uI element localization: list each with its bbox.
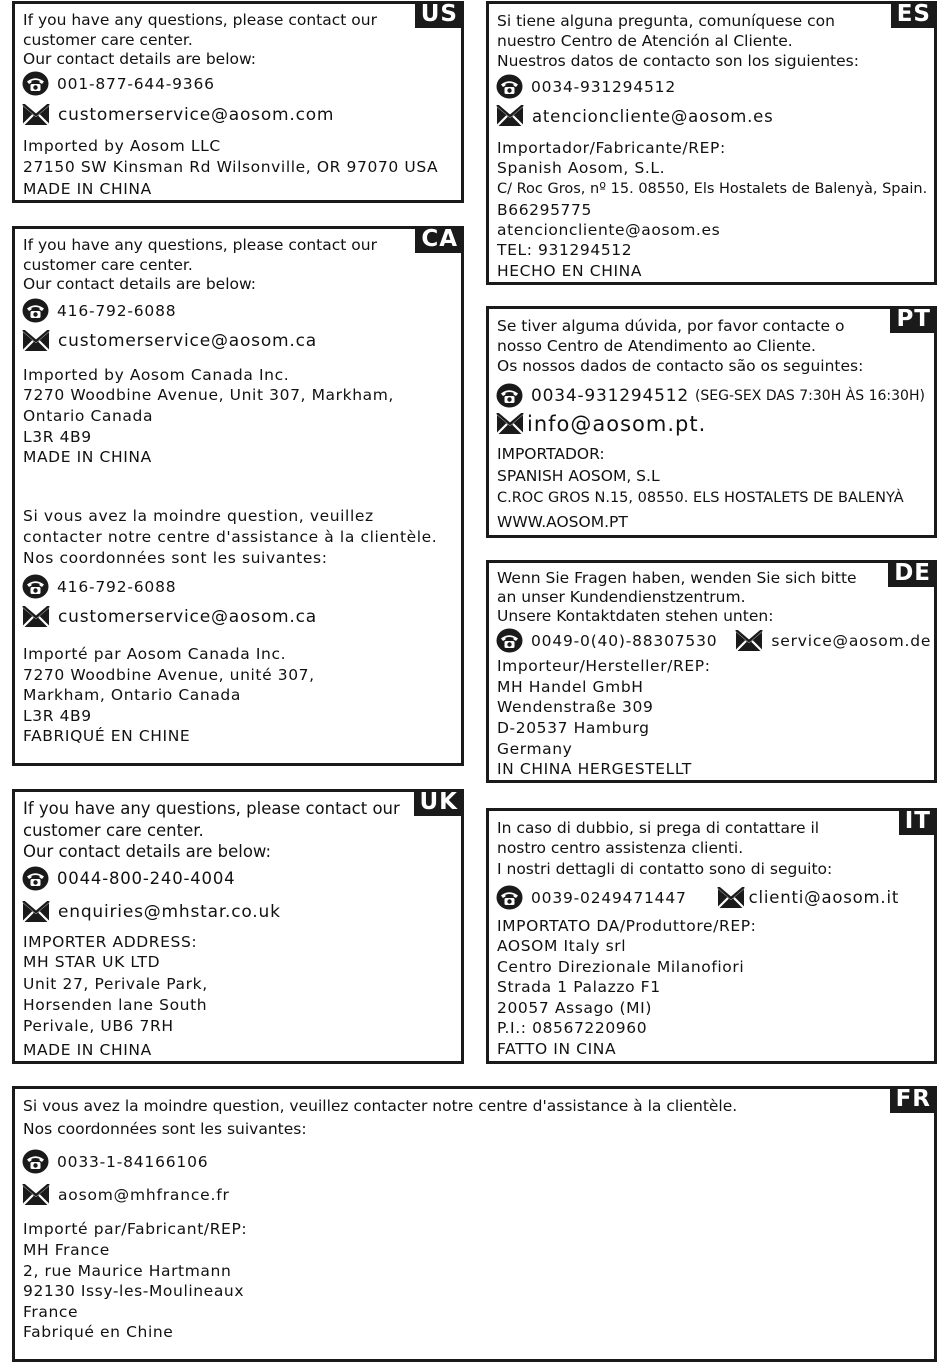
phone-number[interactable]: 416-792-6088 (57, 301, 177, 320)
us-contact-card (12, 1, 464, 203)
telephone-icon (22, 71, 49, 96)
intro-line: nosso Centro de Atendimento ao Cliente. (497, 337, 816, 355)
country-badge-fr: FR (890, 1086, 937, 1113)
importer-line: SPANISH AOSOM, S.L (497, 467, 660, 485)
phone-number[interactable]: 416-792-6088 (57, 577, 177, 596)
intro-line: In caso di dubbio, si prega di contattare il (497, 819, 820, 837)
importer-line: IMPORTER ADDRESS: (23, 933, 198, 951)
email-row (22, 104, 334, 126)
importer-line: MADE IN CHINA (23, 448, 152, 466)
intro-line: I nostri dettagli di contatto sono di seguito: (497, 860, 833, 878)
intro-line: Si vous avez la moindre question, veuillez contacter notre centre d'assistance à la clientèle. (23, 1097, 738, 1115)
importer-line: MH France (23, 1241, 110, 1259)
importer-line: TEL: 931294512 (497, 241, 633, 259)
importer-line-fr: Markham, Ontario Canada (23, 686, 241, 704)
intro-line: Os nossos dados de contacto são os seguintes: (497, 357, 864, 375)
importer-line: Horsenden lane South (23, 996, 208, 1014)
phone-row (22, 1149, 208, 1174)
business-hours: (SEG-SEX DAS 7:30H ÀS 16:30H) (694, 387, 925, 404)
importer-line[interactable]: WWW.AOSOM.PT (497, 513, 628, 531)
email-row (496, 105, 774, 127)
pt-contact-card (486, 306, 937, 538)
phone-row (496, 383, 925, 408)
telephone-icon (22, 866, 49, 891)
envelope-icon (496, 105, 524, 127)
phone-row-fr (22, 574, 176, 599)
importer-line: MH Handel GmbH (497, 678, 644, 696)
intro-line: nostro centro assistenza clienti. (497, 839, 744, 857)
email-row (22, 1184, 230, 1206)
envelope-icon (496, 413, 524, 435)
importer-line-fr: 7270 Woodbine Avenue, unité 307, (23, 666, 315, 684)
telephone-icon (22, 574, 49, 599)
intro-line: Nuestros datos de contacto son los siguientes: (497, 52, 859, 70)
importer-line: 27150 SW Kinsman Rd Wilsonville, OR 97070 USA (23, 158, 439, 176)
importer-line: FATTO IN CINA (497, 1040, 617, 1058)
intro-line: Si tiene alguna pregunta, comuníquese con (497, 12, 835, 30)
phone-number[interactable]: 0049-0(40)-88307530 (531, 631, 718, 650)
uk-contact-card (12, 789, 464, 1064)
importer-line: IN CHINA HERGESTELLT (497, 760, 692, 778)
email-address[interactable]: clienti@aosom.it (748, 888, 900, 907)
email-address[interactable]: customerservice@aosom.com (58, 105, 335, 125)
intro-line: Unsere Kontaktdaten stehen unten: (497, 607, 774, 625)
importer-line: IMPORTATO DA/Produttore/REP: (497, 917, 757, 935)
importer-line: C.ROC GROS N.15, 08550. ELS HOSTALETS DE BALENYÀ (497, 490, 904, 506)
importer-line: Imported by Aosom LLC (23, 137, 221, 155)
contact-row (496, 885, 899, 910)
importer-line: 7270 Woodbine Avenue, Unit 307, Markham, (23, 386, 394, 404)
importer-line: Spanish Aosom, S.L. (497, 159, 666, 177)
telephone-icon (496, 628, 523, 653)
intro-line: Nos coordonnées sont les suivantes: (23, 1120, 307, 1138)
importer-line: France (23, 1303, 79, 1321)
country-badge-de: DE (888, 560, 937, 587)
phone-number[interactable]: 001-877-644-9366 (57, 74, 215, 93)
email-address[interactable]: aosom@mhfrance.fr (58, 1186, 230, 1204)
importer-line: Wendenstraße 309 (497, 698, 654, 716)
importer-line: MADE IN CHINA (23, 1041, 152, 1059)
intro-line: Se tiver alguma dúvida, por favor contacte o (497, 317, 845, 335)
intro-line: customer care center. (23, 821, 204, 840)
envelope-icon (22, 104, 50, 126)
importer-line: C/ Roc Gros, nº 15. 08550, Els Hostalets de Balenyà, Spain. (497, 181, 928, 197)
es-contact-card (486, 1, 937, 285)
telephone-icon (22, 298, 49, 323)
phone-number[interactable]: 0044-800-240-4004 (57, 869, 236, 888)
intro-line-fr: Nos coordonnées sont les suivantes: (23, 549, 328, 567)
importer-line: 2, rue Maurice Hartmann (23, 1262, 232, 1280)
importer-line-fr: L3R 4B9 (23, 707, 92, 725)
email-address[interactable]: enquiries@mhstar.co.uk (58, 902, 281, 922)
phone-row (22, 71, 215, 96)
importer-line: Strada 1 Palazzo F1 (497, 978, 661, 996)
importer-line: D-20537 Hamburg (497, 719, 650, 737)
importer-line: Unit 27, Perivale Park, (23, 975, 208, 993)
phone-number[interactable]: 0039-0249471447 (531, 888, 687, 907)
importer-line: MADE IN CHINA (23, 180, 152, 198)
country-badge-es: ES (891, 1, 937, 28)
country-badge-pt: PT (890, 306, 937, 333)
envelope-icon (735, 630, 763, 652)
intro-line: Wenn Sie Fragen haben, wenden Sie sich bitte (497, 569, 857, 587)
importer-line: 20057 Assago (MI) (497, 999, 652, 1017)
country-badge-it: IT (899, 808, 937, 835)
telephone-icon (22, 1149, 49, 1174)
importer-line: Perivale, UB6 7RH (23, 1017, 174, 1035)
email-address[interactable]: service@aosom.de (771, 631, 932, 650)
intro-line: customer care center. (23, 256, 193, 274)
importer-line-fr: Importé par Aosom Canada Inc. (23, 645, 287, 663)
contact-row (496, 628, 931, 653)
importer-line: B66295775 (497, 201, 592, 219)
importer-line: IMPORTADOR: (497, 445, 605, 463)
intro-line: If you have any questions, please contact our (23, 799, 400, 818)
email-row (496, 412, 706, 436)
envelope-icon (22, 330, 50, 352)
importer-line: AOSOM Italy srl (497, 937, 627, 955)
envelope-icon (22, 606, 50, 628)
importer-line-fr: FABRIQUÉ EN CHINE (23, 727, 191, 745)
importer-line: HECHO EN CHINA (497, 262, 643, 280)
intro-line: an unser Kundendienstzentrum. (497, 588, 746, 606)
importer-line: 92130 Issy-les-Moulineaux (23, 1282, 245, 1300)
importer-line: atencioncliente@aosom.es (497, 221, 721, 239)
intro-line: Our contact details are below: (23, 842, 272, 861)
country-badge-ca: CA (415, 226, 464, 253)
importer-line: Centro Direzionale Milanofiori (497, 958, 745, 976)
email-row (22, 330, 317, 352)
phone-number[interactable]: 0033-1-84166106 (57, 1152, 209, 1171)
de-contact-card (486, 560, 937, 783)
ca-contact-card (12, 226, 464, 766)
phone-row (22, 298, 176, 323)
email-row-fr (22, 606, 317, 628)
envelope-icon (22, 901, 50, 923)
importer-line: Germany (497, 740, 573, 758)
email-address[interactable]: atencioncliente@aosom.es (532, 106, 774, 126)
country-badge-us: US (415, 1, 464, 28)
email-row (22, 901, 281, 923)
phone-row (496, 74, 676, 99)
intro-line-fr: Si vous avez la moindre question, veuillez (23, 507, 374, 525)
intro-line-fr: contacter notre centre d'assistance à la clientèle. (23, 528, 438, 546)
importer-line: L3R 4B9 (23, 428, 92, 446)
importer-line: Importeur/Hersteller/REP: (497, 657, 711, 675)
intro-line: nuestro Centro de Atención al Cliente. (497, 32, 793, 50)
intro-line: Our contact details are below: (23, 50, 257, 68)
phone-row (22, 866, 235, 891)
intro-line: Our contact details are below: (23, 275, 257, 293)
telephone-icon (496, 74, 523, 99)
importer-line: Ontario Canada (23, 407, 154, 425)
email-address[interactable]: info@aosom.pt. (527, 412, 707, 436)
importer-line: Importador/Fabricante/REP: (497, 139, 726, 157)
phone-number[interactable]: 0034-931294512 (531, 385, 689, 406)
intro-line: customer care center. (23, 31, 193, 49)
intro-line: If you have any questions, please contact our (23, 11, 377, 29)
email-address[interactable]: customerservice@aosom.ca (58, 607, 317, 627)
importer-line: Fabriqué en Chine (23, 1323, 174, 1341)
it-contact-card (486, 808, 937, 1064)
telephone-icon (496, 383, 523, 408)
envelope-icon (22, 1184, 50, 1206)
telephone-icon (496, 885, 523, 910)
importer-line: Importé par/Fabricant/REP: (23, 1220, 248, 1238)
importer-line: P.I.: 08567220960 (497, 1019, 648, 1037)
envelope-icon (717, 887, 745, 909)
fr-contact-card (12, 1086, 937, 1362)
importer-line: Imported by Aosom Canada Inc. (23, 366, 290, 384)
importer-line: MH STAR UK LTD (23, 953, 161, 971)
phone-number[interactable]: 0034-931294512 (531, 77, 676, 96)
country-badge-uk: UK (414, 789, 465, 816)
email-address[interactable]: customerservice@aosom.ca (58, 331, 317, 351)
intro-line: If you have any questions, please contact our (23, 236, 377, 254)
